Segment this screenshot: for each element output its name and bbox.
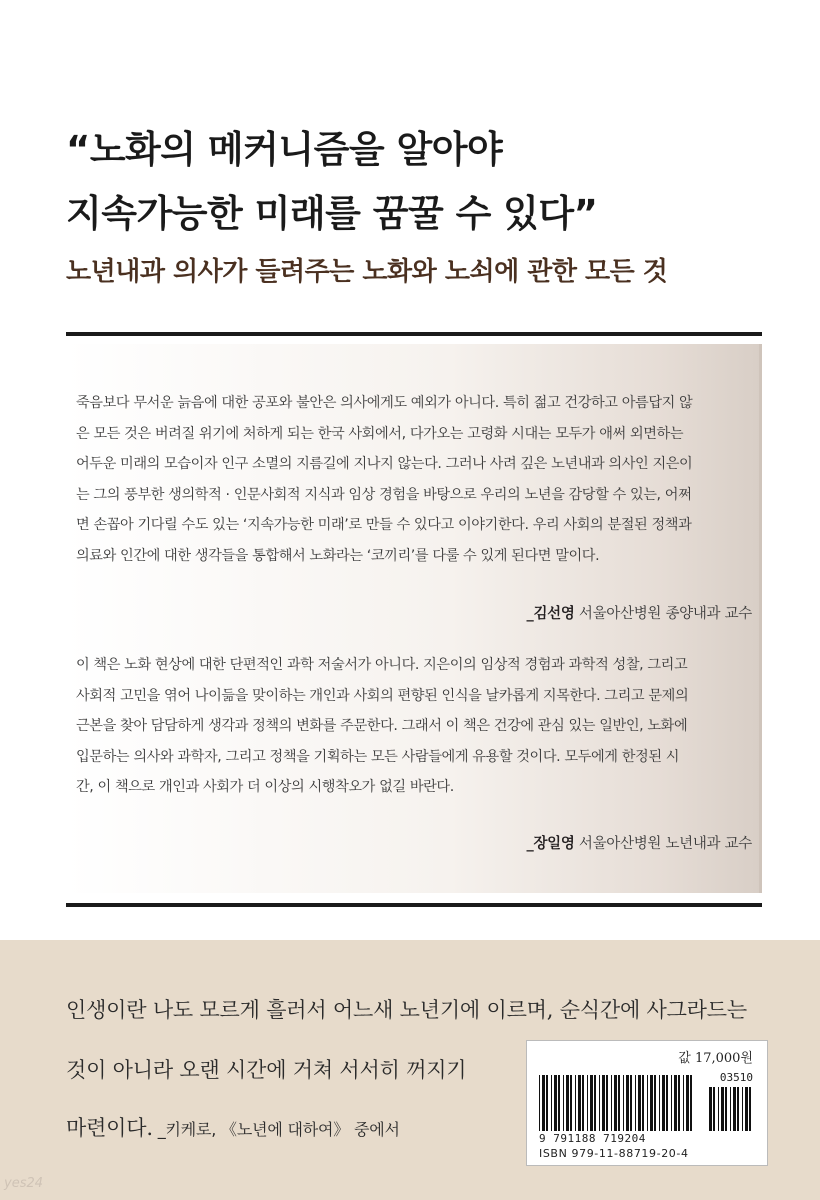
footer-quote-line-2: 것이 아니라 오랜 시간에 거쳐 서서히 꺼지기 bbox=[66, 1058, 467, 1082]
barcode-bar bbox=[725, 1087, 727, 1131]
barcode-bar bbox=[690, 1075, 692, 1131]
barcode-bar bbox=[678, 1075, 680, 1131]
footer-quote-end: 마련이다. bbox=[66, 1116, 153, 1140]
barcode-bar bbox=[730, 1087, 731, 1131]
footer-quote-line-1: 인생이란 나도 모르게 흘러서 어느새 노년기에 이르며, 순식간에 사그라드는 bbox=[66, 998, 747, 1022]
barcode-bar bbox=[662, 1075, 665, 1131]
quote-line: 어두운 미래의 모습이자 인구 소멸의 지름길에 지나지 않는다. 그러나 사려 깊은 노년내과 의사인 지은이 bbox=[76, 456, 693, 472]
isbn-number: ISBN 979-11-88719-20-4 bbox=[539, 1147, 689, 1160]
barcode-bar bbox=[635, 1075, 636, 1131]
barcode-bar bbox=[546, 1075, 548, 1131]
endorser-title: 서울아산병원 노년내과 교수 bbox=[578, 836, 752, 852]
endorser-name: _김선영 bbox=[526, 606, 575, 622]
watermark-logo: yes24 bbox=[4, 1176, 44, 1191]
quote-line: 이 책은 노화 현상에 대한 단편적인 과학 저술서가 아니다. 지은이의 임상적 경험과 과학적 성찰, 그리고 bbox=[76, 657, 688, 673]
addon-code: 03510 bbox=[719, 1071, 753, 1084]
barcode-bar bbox=[590, 1075, 593, 1131]
barcode-bar bbox=[551, 1075, 552, 1131]
quote-line: 사회적 고민을 엮어 나이듦을 맞이하는 개인과 사회의 편향된 인식을 날카롭게 지목한다. 그리고 문제의 bbox=[76, 687, 689, 704]
quote-line: 간, 이 책으로 개인과 사회가 더 이상의 시행착오가 없길 바란다. bbox=[76, 779, 454, 795]
barcode-bar bbox=[666, 1075, 668, 1131]
barcode-bar bbox=[566, 1075, 569, 1131]
quote-line: 은 모든 것은 버려질 위기에 처하게 되는 한국 사회에서, 다가오는 고령화 시대는 모두가 애써 외면하는 bbox=[76, 425, 684, 442]
barcode-bar bbox=[594, 1075, 596, 1131]
barcode-bar bbox=[611, 1075, 612, 1131]
barcode-bar bbox=[623, 1075, 624, 1131]
barcode-bar bbox=[647, 1075, 648, 1131]
barcode-bar bbox=[737, 1087, 739, 1131]
barcode-bar bbox=[733, 1087, 736, 1131]
barcode-bar bbox=[659, 1075, 660, 1131]
barcode-bar bbox=[626, 1075, 629, 1131]
barcode-bar bbox=[599, 1075, 600, 1131]
barcode-bar bbox=[575, 1075, 576, 1131]
barcode-bar bbox=[570, 1075, 572, 1131]
barcode-bar bbox=[614, 1075, 617, 1131]
ean-barcode bbox=[539, 1075, 695, 1131]
barcode-bar bbox=[642, 1075, 644, 1131]
barcode-bar bbox=[718, 1087, 719, 1131]
footer-quote-source: _키케로, 《노년에 대하여》 중에서 bbox=[152, 1120, 400, 1139]
barcode-bar bbox=[683, 1075, 684, 1131]
quote-line: 면 손꼽아 기다릴 수도 있는 ‘지속가능한 미래’로 만들 수 있다고 이야기한다. 우리 사회의 분절된 정책과 bbox=[76, 517, 692, 533]
barcode-bar bbox=[539, 1075, 540, 1131]
barcode-bar bbox=[630, 1075, 632, 1131]
barcode-bar bbox=[618, 1075, 620, 1131]
barcode-bar bbox=[582, 1075, 584, 1131]
barcode-bar bbox=[654, 1075, 656, 1131]
barcode-bar bbox=[650, 1075, 653, 1131]
quote-line: 죽음보다 무서운 늙음에 대한 공포와 불안은 의사에게도 예외가 아니다. 특히 젊고 건강하고 아름답지 않 bbox=[76, 395, 693, 411]
headline bbox=[66, 118, 766, 246]
addon-barcode bbox=[709, 1087, 753, 1131]
barcode-bar bbox=[563, 1075, 564, 1131]
barcode-bar bbox=[606, 1075, 608, 1131]
barcode-bar bbox=[542, 1075, 545, 1131]
barcode-bar bbox=[554, 1075, 557, 1131]
barcode-bar bbox=[638, 1075, 641, 1131]
endorser-title: 서울아산병원 종양내과 교수 bbox=[578, 606, 752, 622]
quote-line: 근본을 찾아 담담하게 생각과 정책의 변화를 주문한다. 그래서 이 책은 건강에 관심 있는 일반인, 노화에 bbox=[76, 718, 688, 734]
barcode-bar bbox=[578, 1075, 581, 1131]
barcode-bar bbox=[742, 1087, 743, 1131]
quote-line: 입문하는 의사와 과학자, 그리고 정책을 기획하는 모든 사람들에게 유용할 것이다. 모두에게 한정된 시 bbox=[76, 748, 680, 765]
barcode-bar bbox=[721, 1087, 724, 1131]
barcode-bar bbox=[587, 1075, 588, 1131]
quote-line: 의료와 인간에 대한 생각들을 통합해서 노화라는 ‘코끼리’를 다룰 수 있게 된다면 말이다. bbox=[76, 547, 600, 564]
barcode-bar bbox=[745, 1087, 748, 1131]
price-label: 값 17,000원 bbox=[678, 1051, 753, 1066]
barcode-bar bbox=[674, 1075, 677, 1131]
barcode-bar bbox=[713, 1087, 715, 1131]
barcode-bar bbox=[602, 1075, 605, 1131]
quote-line: 는 그의 풍부한 생의학적 · 인문사회적 지식과 임상 경험을 바탕으로 우리의 노년을 감당할 수 있는, 어쩌 bbox=[76, 486, 692, 503]
top-rule bbox=[66, 332, 762, 336]
endorsement-quote-2 bbox=[76, 650, 758, 803]
barcode-bar bbox=[686, 1075, 689, 1131]
endorser-name: _장일영 bbox=[526, 836, 575, 852]
barcode-bar bbox=[709, 1087, 712, 1131]
subtitle: 노년내과 의사가 들려주는 노화와 노쇠에 관한 모든 것 bbox=[66, 257, 668, 287]
barcode-bar bbox=[671, 1075, 672, 1131]
ean-number: 9 791188 719204 bbox=[539, 1132, 646, 1145]
barcode-bar bbox=[558, 1075, 560, 1131]
panel-edge bbox=[759, 344, 762, 893]
headline-line-1: “노화의 메커니즘을 알아야 bbox=[66, 128, 503, 171]
barcode-bar bbox=[749, 1087, 751, 1131]
endorser-signature-2 bbox=[76, 832, 752, 853]
bottom-rule bbox=[66, 903, 762, 907]
headline-line-2: 지속가능한 미래를 꿈꿀 수 있다” bbox=[66, 192, 598, 235]
endorsement-quote-1 bbox=[76, 388, 758, 571]
endorser-signature-1 bbox=[76, 602, 752, 623]
barcode-box bbox=[526, 1040, 768, 1166]
